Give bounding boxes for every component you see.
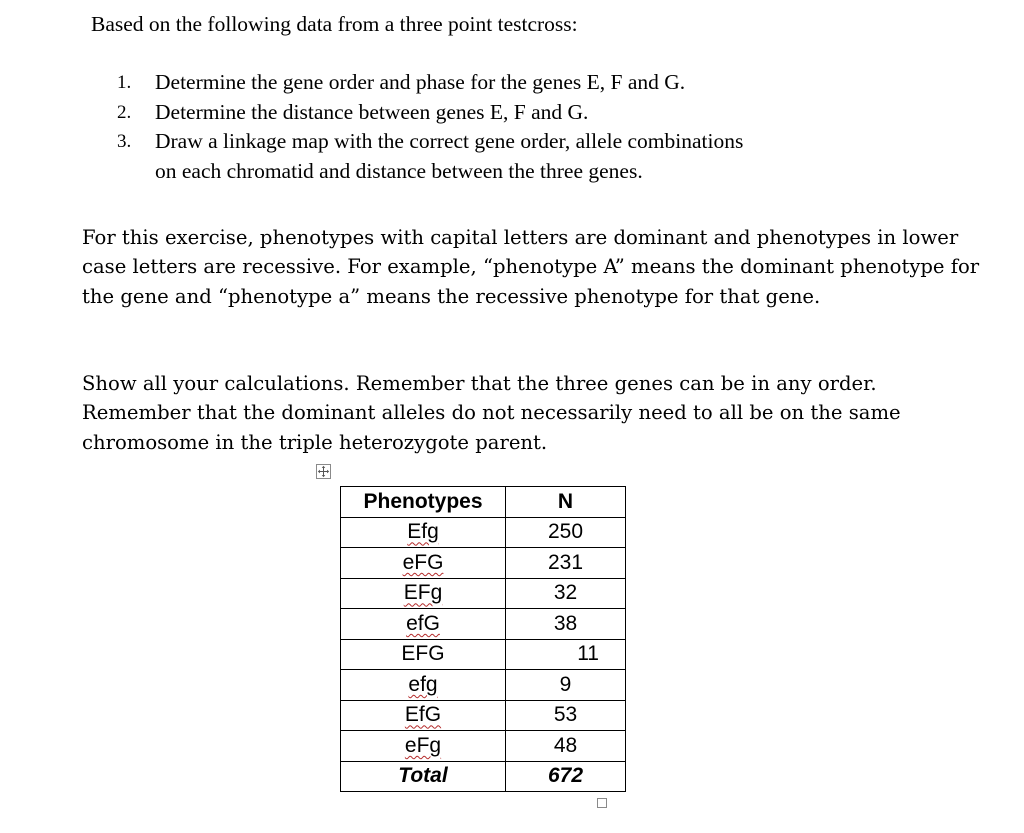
count-cell: 53 [506, 700, 626, 731]
count-cell: 231 [506, 548, 626, 579]
task-number: 1. [117, 72, 132, 93]
phenotype-cell [341, 670, 506, 701]
table-header-row [341, 487, 626, 518]
task-text: Draw a linkage map with the correct gene order, allele combinations [155, 129, 744, 153]
instructions-paragraph: Show all your calculations. Remember that the three genes can be in any order. Remember that the dominant alleles do not necessarily need to all be on the same chromosome in the triple heterozygote parent. [82, 372, 901, 454]
table-resize-handle[interactable] [597, 798, 607, 808]
table-row [341, 578, 626, 609]
phenotype-cell [341, 700, 506, 731]
task-item-3 [0, 127, 743, 186]
phenotype-text: Efg [407, 520, 439, 544]
count-cell: 32 [506, 578, 626, 609]
task-text: Determine the distance between genes E, F and G. [155, 99, 589, 124]
phenotype-cell [341, 548, 506, 579]
task-list [0, 68, 743, 186]
count-cell: 250 [506, 517, 626, 548]
total-value-cell: 672 [506, 761, 626, 792]
table-row [341, 731, 626, 762]
phenotype-cell [341, 609, 506, 640]
table-row [341, 639, 626, 670]
table-row [341, 517, 626, 548]
phenotypes-column-header: Phenotypes [341, 487, 506, 518]
phenotype-text: efg [408, 672, 438, 696]
phenotype-cell [341, 578, 506, 609]
phenotype-text: EfG [404, 703, 442, 727]
count-cell: 38 [506, 609, 626, 640]
phenotype-explanation-paragraph: For this exercise, phenotypes with capital letters are dominant and phenotypes in lower case letters are recessive. For example, “phenotype A” means the dominant phenotype for the gene and “phenotype a” means the recessive phenotype for that gene. [82, 226, 980, 308]
phenotype-text: efG [406, 611, 440, 635]
table-total-row [341, 761, 626, 792]
phenotype-cell [341, 639, 506, 670]
table-row [341, 670, 626, 701]
count-cell: 48 [506, 731, 626, 762]
table-move-handle[interactable] [316, 464, 331, 479]
phenotype-text: EFg [403, 581, 443, 605]
count-cell: 11 [506, 639, 626, 670]
total-label-cell: Total [341, 761, 506, 792]
count-cell: 9 [506, 670, 626, 701]
task-number: 3. [117, 131, 132, 152]
phenotype-text: eFg [404, 733, 442, 757]
task-number: 2. [117, 101, 132, 123]
task-item-2 [0, 98, 743, 128]
phenotype-cell [341, 517, 506, 548]
count-column-header: N [506, 487, 626, 518]
table-row [341, 700, 626, 731]
table-row [341, 548, 626, 579]
intro-text: Based on the following data from a three point testcross: [91, 12, 578, 36]
testcross-data-table [340, 486, 626, 792]
task-text-continued: on each chromatid and distance between the three genes. [155, 158, 643, 183]
task-item-1 [0, 68, 743, 98]
four-arrow-move-icon [317, 465, 330, 478]
phenotype-text: EFG [401, 642, 445, 666]
table-row [341, 609, 626, 640]
phenotype-cell [341, 731, 506, 762]
phenotype-text: eFG [402, 550, 444, 574]
task-text: Determine the gene order and phase for the genes E, F and G. [155, 70, 686, 94]
